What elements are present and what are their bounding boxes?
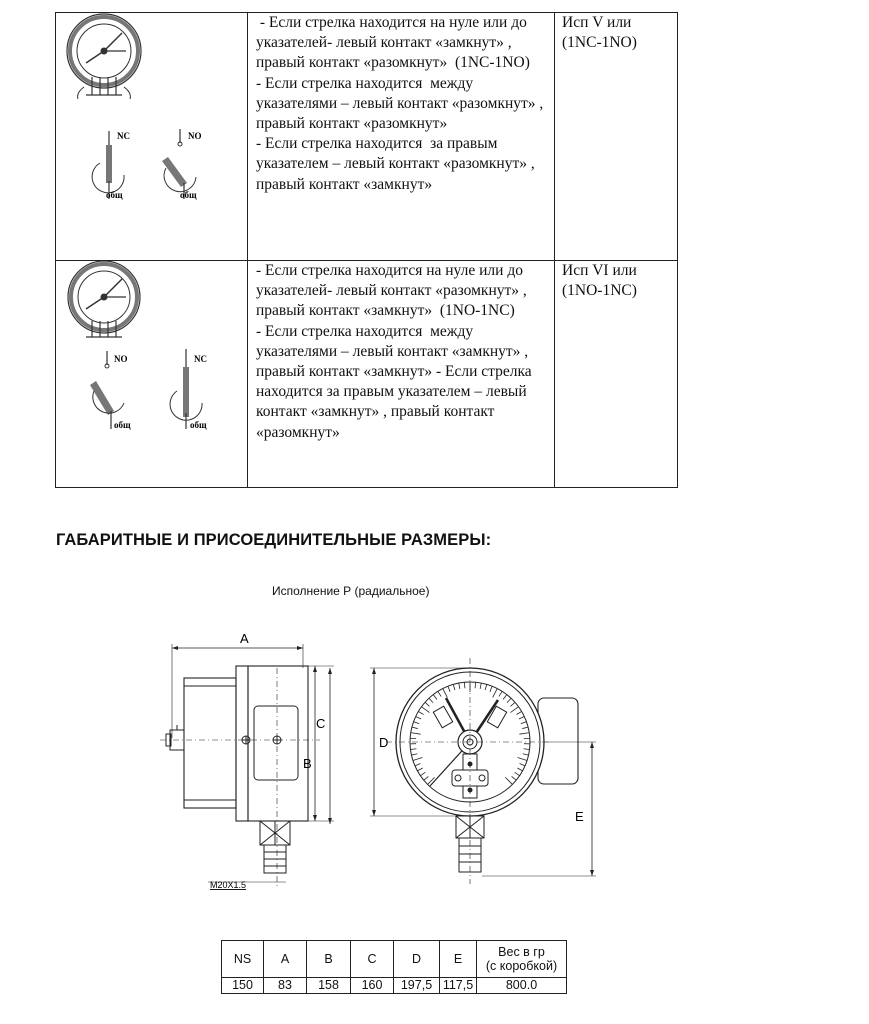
cell-e: 117,5 <box>440 978 477 994</box>
version-code: Исп VI или (1NO-1NC) <box>555 261 678 488</box>
dial-tick <box>475 682 476 688</box>
header-c: C <box>351 941 394 978</box>
svg-text:NC: NC <box>194 354 207 364</box>
table-row <box>222 978 567 994</box>
dimension-drawing <box>160 628 620 890</box>
contact-diagram-vi <box>56 261 246 482</box>
dim-label-b: B <box>303 756 312 771</box>
contact-diagram-cell <box>56 13 248 261</box>
dim-label-e: E <box>575 809 584 824</box>
version-code: Исп V или (1NC-1NO) <box>555 13 678 261</box>
dim-label-d: D <box>379 735 389 750</box>
table-row <box>56 13 678 261</box>
header-e: E <box>440 941 477 978</box>
header-b: B <box>307 941 351 978</box>
contact-diagram-cell <box>56 261 248 488</box>
contact-description: - Если стрелка находится на нуле или до указателей- левый контакт «разомкнут» , правый контакт «замкнут» (1NO-1NC) - Если стрелка находится между указателями – левый контакт «замкнут» , правый контакт «замкнут» - Если стрелка находится за правым указателем – левый контакт «замкнут» , правый контакт «разомкнут» <box>248 261 555 488</box>
dial-tick <box>464 682 465 688</box>
cell-c: 160 <box>351 978 394 994</box>
dim-label-a: A <box>240 631 249 646</box>
cell-ns: 150 <box>222 978 264 994</box>
contact-table <box>55 12 678 488</box>
svg-text:общ: общ <box>180 190 197 200</box>
cell-a: 83 <box>264 978 307 994</box>
dim-label-c: C <box>316 716 326 731</box>
header-weight: Вес в гр (с коробкой) <box>477 941 567 978</box>
header-a: A <box>264 941 307 978</box>
front-view <box>370 658 596 884</box>
svg-text:общ: общ <box>106 190 123 200</box>
contact-diagram-v <box>56 13 246 255</box>
contact-left-icon <box>92 131 130 200</box>
cell-weight: 800.0 <box>477 978 567 994</box>
svg-text:NO: NO <box>114 354 128 364</box>
cell-d: 197,5 <box>394 978 440 994</box>
table-header-row <box>222 941 567 978</box>
svg-text:общ: общ <box>114 420 131 430</box>
header-ns: NS <box>222 941 264 978</box>
drawing-caption: Исполнение Р (радиальное) <box>272 584 430 598</box>
cell-b: 158 <box>307 978 351 994</box>
contact-description: - Если стрелка находится на нуле или до указателей- левый контакт «замкнут» , правый контакт «разомкнут» (1NC-1NO) - Если стрелка находится между указателями – левый контакт «разомкнут» , правый контакт «разомкнут» - Если стрелка находится за правым указателем – левый контакт «разомкнут» , правый контакт «замкнут» <box>248 13 555 261</box>
dimensions-table <box>221 940 567 994</box>
svg-text:NO: NO <box>188 131 202 141</box>
contact-left-icon <box>90 351 131 430</box>
svg-text:общ: общ <box>190 420 207 430</box>
svg-text:NC: NC <box>117 131 130 141</box>
contact-right-icon <box>162 129 202 200</box>
table-row <box>56 261 678 488</box>
thread-label: M20X1.5 <box>210 880 247 890</box>
section-heading: ГАБАРИТНЫЕ И ПРИСОЕДИНИТЕЛЬНЫЕ РАЗМЕРЫ: <box>56 531 492 549</box>
header-d: D <box>394 941 440 978</box>
contact-right-icon <box>170 349 207 430</box>
